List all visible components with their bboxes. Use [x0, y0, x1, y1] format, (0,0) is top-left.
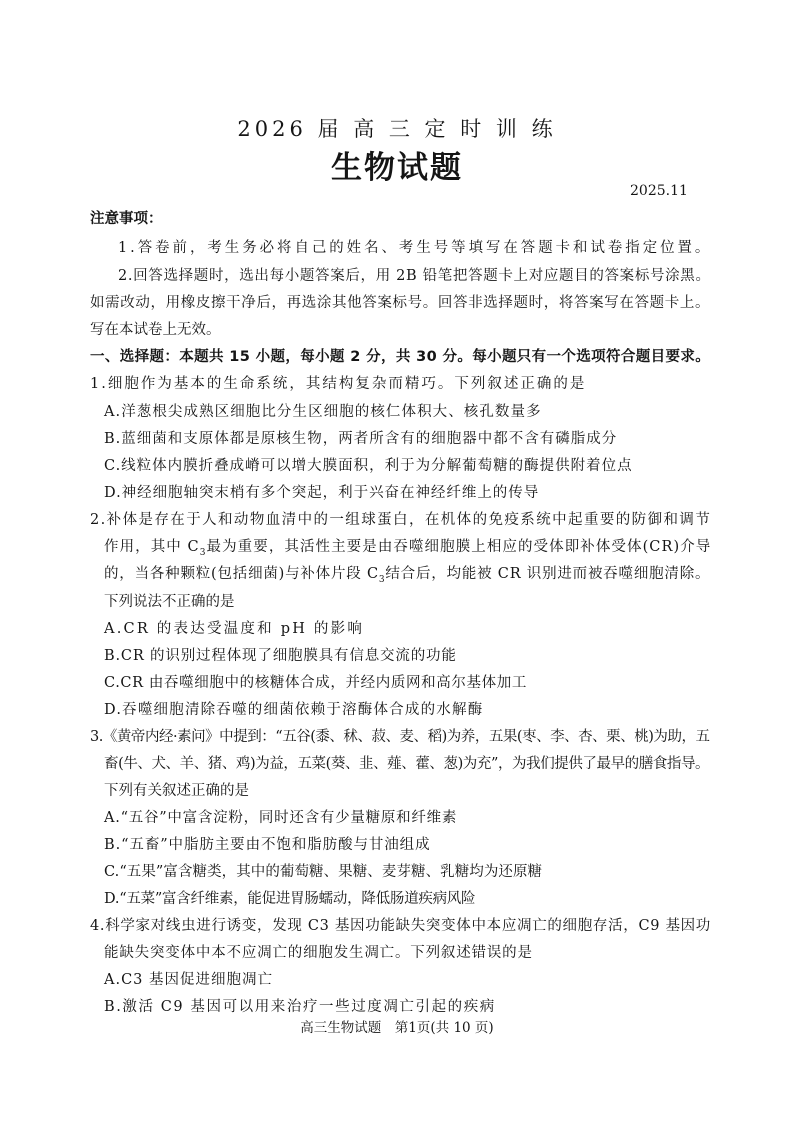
question-3-line-1: 3.《黄帝内经·素问》中提到：“五谷(黍、秫、菽、麦、稻)为养，五果(枣、李、杏、栗、桃)为助，五: [90, 729, 710, 745]
subject-title: 生物试题: [331, 150, 463, 186]
c3-subscript: 3: [199, 547, 207, 558]
question-4-line-1: 4.科学家对线虫进行诱变，发现 C3 基因功能缺失突变体中本应凋亡的细胞存活，C9 基因功: [90, 918, 711, 934]
exam-date: 2025.11: [630, 183, 688, 199]
question-4-option-a: A.C3 基因促进细胞凋亡: [104, 972, 274, 988]
question-3-option-d: D.“五菜”富含纤维素，能促进胃肠蠕动，降低肠道疾病风险: [104, 891, 476, 907]
question-2-line-4: 下列说法不正确的是: [104, 594, 235, 610]
question-3-line-3: 下列有关叙述正确的是: [104, 783, 249, 799]
question-4-line-2: 能缺失突变体中本不应凋亡的细胞发生凋亡。下列叙述错误的是: [104, 945, 533, 961]
notice-item-2-line-2: 如需改动，用橡皮擦干净后，再选涂其他答案标号。回答非选择题时，将答案写在答题卡上。: [90, 295, 711, 311]
c3-subscript: 3: [378, 574, 386, 585]
question-1-option-c: C.线粒体内膜折叠成嵴可以增大膜面积，利于为分解葡萄糖的酶提供附着位点: [104, 458, 633, 474]
question-2-line-3: [104, 564, 710, 584]
question-3-line-2: 畜(牛、犬、羊、猪、鸡)为益，五菜(葵、韭、薤、藿、葱)为充”，为我们提供了最早的膳食指导。: [104, 756, 710, 772]
question-1-option-d: D.神经细胞轴突末梢有多个突起，利于兴奋在神经纤维上的传导: [104, 485, 540, 501]
question-4-option-b: B.激活 C9 基因可以用来治疗一些过度凋亡引起的疾病: [104, 999, 496, 1015]
question-2-option-b: B.CR 的识别过程体现了细胞膜具有信息交流的功能: [104, 648, 457, 664]
question-1-option-b: B.蓝细菌和支原体都是原核生物，两者所含有的细胞器中都不含有磷脂成分: [104, 431, 618, 447]
question-1-stem: 1.细胞作为基本的生命系统，其结构复杂而精巧。下列叙述正确的是: [90, 376, 587, 392]
question-2-line-2-part-2: 最为重要，其活性主要是由吞噬细胞膜上相应的受体即补体受体(CR)介导: [206, 539, 712, 555]
question-3-option-a: A.“五谷”中富含淀粉，同时还含有少量糖原和纤维素: [104, 810, 458, 826]
question-2-option-a: A.CR 的表达受温度和 pH 的影响: [104, 621, 365, 637]
question-2-option-d: D.吞噬细胞清除吞噬的细菌依赖于溶酶体合成的水解酶: [104, 702, 484, 718]
notice-heading: 注意事项：: [90, 211, 163, 227]
question-1-option-a: A.洋葱根尖成熟区细胞比分生区细胞的核仁体积大、核孔数量多: [104, 404, 542, 420]
section-heading-choice: 一、选择题：本题共 15 小题，每小题 2 分，共 30 分。每小题只有一个选项符合题目要求。: [90, 349, 711, 365]
question-2-line-1: 2.补体是存在于人和动物血清中的一组球蛋白，在机体的免疫系统中起重要的防御和调节: [90, 512, 712, 528]
question-2-line-3-part-1: 的，当各种颗粒(包括细菌)与补体片段 C: [104, 566, 379, 582]
question-3-option-c: C.“五果”富含糖类，其中的葡萄糖、果糖、麦芽糖、乳糖均为还原糖: [104, 864, 543, 880]
question-3-option-b: B.“五畜”中脂肪主要由不饱和脂肪酸与甘油组成: [104, 837, 431, 853]
page-footer: 高三生物试题 第1页(共 10 页): [300, 1020, 494, 1036]
question-2-line-3-part-2: 结合后，均能被 CR 识别进而被吞噬细胞清除。: [385, 566, 711, 582]
notice-item-2-line-3: 写在本试卷上无效。: [90, 322, 221, 338]
notice-item-1: 1.答卷前，考生务必将自己的姓名、考生号等填写在答题卡和试卷指定位置。: [118, 240, 713, 256]
question-2-line-2: [104, 537, 711, 557]
exam-title-line: 2026 届 高 三 定 时 训 练: [237, 117, 557, 141]
question-2-line-2-part-1: 作用，其中 C: [104, 539, 200, 555]
notice-item-2-line-1: 2.回答选择题时，选出每小题答案后，用 2B 铅笔把答题卡上对应题目的答案标号涂黑。: [118, 268, 711, 284]
question-2-option-c: C.CR 由吞噬细胞中的核糖体合成，并经内质网和高尔基体加工: [104, 675, 527, 691]
